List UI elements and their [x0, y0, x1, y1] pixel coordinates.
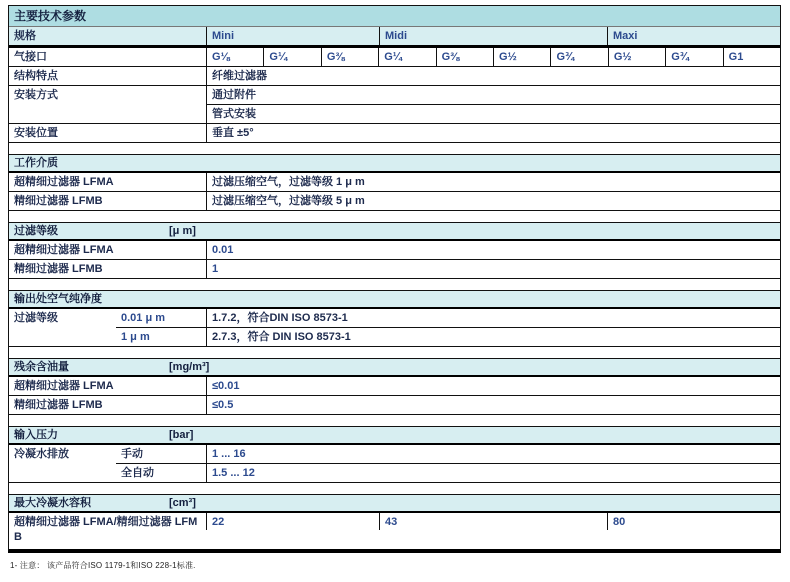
port-value: G¾ — [550, 48, 607, 66]
grade-lfma-row — [9, 241, 780, 260]
condensate-maxi: 80 — [607, 513, 780, 530]
position-row — [9, 124, 780, 143]
mounting-values — [206, 86, 780, 123]
condensate-mini: 22 — [206, 513, 379, 530]
mounting-value-1: 通过附件 — [212, 89, 256, 101]
oil-lfmb-value: ≤0.5 — [206, 396, 780, 414]
grade-lfmb-value: 1 — [206, 260, 780, 278]
oil-section-unit: [mg/m³] — [169, 361, 210, 373]
medium-lfmb-row — [9, 192, 780, 211]
mounting-row — [9, 86, 780, 124]
condensate-label: 超精细过滤器 LFMA/精细过滤器 LFMB — [14, 516, 198, 543]
oil-lfma-row — [9, 377, 780, 396]
port-value: G¼ — [263, 48, 320, 66]
size-maxi: Maxi — [607, 27, 780, 45]
purity-value-1: 1.7.2，符合DIN ISO 8573-1 — [206, 309, 780, 327]
spec-label: 规格 — [14, 30, 36, 42]
grade-lfmb-label: 精细过滤器 LFMB — [14, 263, 103, 275]
section-gap — [9, 415, 780, 426]
section-gap — [9, 211, 780, 222]
pressure-label: 冷凝水排放 — [14, 448, 69, 460]
footnote: 1- 注意： 该产品符合ISO 1179-1和ISO 228-1标准. — [10, 561, 196, 570]
port-value: G⅛ — [206, 48, 263, 66]
pressure-section-title: 输入压力 — [14, 429, 58, 441]
ports-label: 气接口 — [14, 51, 47, 63]
port-value: G1 — [723, 48, 780, 66]
port-value: G¼ — [378, 48, 435, 66]
condensate-row — [9, 513, 780, 549]
pressure-values — [116, 445, 780, 482]
medium-lfma-label: 超精细过滤器 LFMA — [14, 176, 114, 188]
purity-label: 过滤等级 — [14, 312, 58, 324]
section-gap — [9, 483, 780, 494]
mounting-value-2: 管式安装 — [212, 108, 256, 120]
table-title-band — [9, 6, 780, 27]
medium-section-title: 工作介质 — [14, 157, 58, 169]
oil-lfma-value: ≤0.01 — [206, 377, 780, 395]
pressure-section-band — [9, 426, 780, 445]
section-gap — [9, 279, 780, 290]
size-mini: Mini — [206, 27, 379, 45]
port-value: G⅜ — [436, 48, 493, 66]
pressure-section-unit: [bar] — [169, 429, 194, 441]
table-title: 主要技术参数 — [14, 9, 87, 23]
grade-lfma-value: 0.01 — [206, 241, 780, 259]
medium-lfma-row — [9, 173, 780, 192]
oil-section-band — [9, 358, 780, 377]
size-midi: Midi — [379, 27, 607, 45]
oil-lfma-label: 超精细过滤器 LFMA — [14, 380, 114, 392]
pressure-rows — [9, 445, 780, 483]
design-row — [9, 67, 780, 86]
purity-section-band — [9, 290, 780, 309]
grade-lfma-label: 超精细过滤器 LFMA — [14, 244, 114, 256]
mounting-label: 安装方式 — [14, 89, 58, 101]
purity-sub-1: 0.01 μ m — [121, 312, 166, 324]
medium-lfma-value: 过滤压缩空气，过滤等级 1 μ m — [206, 173, 780, 191]
medium-lfmb-value: 过滤压缩空气，过滤等级 5 μ m — [206, 192, 780, 210]
purity-section-title: 输出处空气纯净度 — [14, 293, 102, 305]
condensate-section-band — [9, 494, 780, 513]
purity-value-2: 2.7.3，符合 DIN ISO 8573-1 — [206, 328, 780, 346]
medium-section-band — [9, 154, 780, 173]
purity-rows — [9, 309, 780, 347]
port-value: G½ — [493, 48, 550, 66]
oil-lfmb-row — [9, 396, 780, 415]
pressure-sub-1: 手动 — [121, 448, 143, 460]
design-value: 纤维过滤器 — [206, 67, 780, 85]
grade-lfmb-row — [9, 260, 780, 279]
port-value: G½ — [608, 48, 665, 66]
position-value: 垂直 ±5° — [206, 124, 780, 142]
pressure-sub-2: 全自动 — [121, 467, 154, 479]
technical-data-table — [8, 5, 781, 553]
position-label: 安装位置 — [14, 127, 58, 139]
section-gap — [9, 143, 780, 154]
grade-section-band — [9, 222, 780, 241]
purity-values — [116, 309, 780, 346]
medium-lfmb-label: 精细过滤器 LFMB — [14, 195, 103, 207]
design-label: 结构特点 — [14, 70, 58, 82]
condensate-section-unit: [cm³] — [169, 497, 196, 509]
oil-lfmb-label: 精细过滤器 LFMB — [14, 399, 103, 411]
condensate-midi: 43 — [379, 513, 607, 530]
size-header-row — [9, 27, 780, 48]
section-gap — [9, 347, 780, 358]
purity-sub-2: 1 μ m — [121, 331, 150, 343]
pressure-value-2: 1.5 ... 12 — [206, 464, 780, 482]
condensate-section-title: 最大冷凝水容积 — [14, 497, 91, 509]
port-value: G⅜ — [321, 48, 378, 66]
oil-section-title: 残余含油量 — [14, 361, 69, 373]
grade-section-title: 过滤等级 — [14, 225, 58, 237]
grade-section-unit: [μ m] — [169, 225, 196, 237]
pressure-value-1: 1 ... 16 — [206, 445, 780, 463]
port-value: G¾ — [665, 48, 722, 66]
ports-row — [9, 48, 780, 67]
